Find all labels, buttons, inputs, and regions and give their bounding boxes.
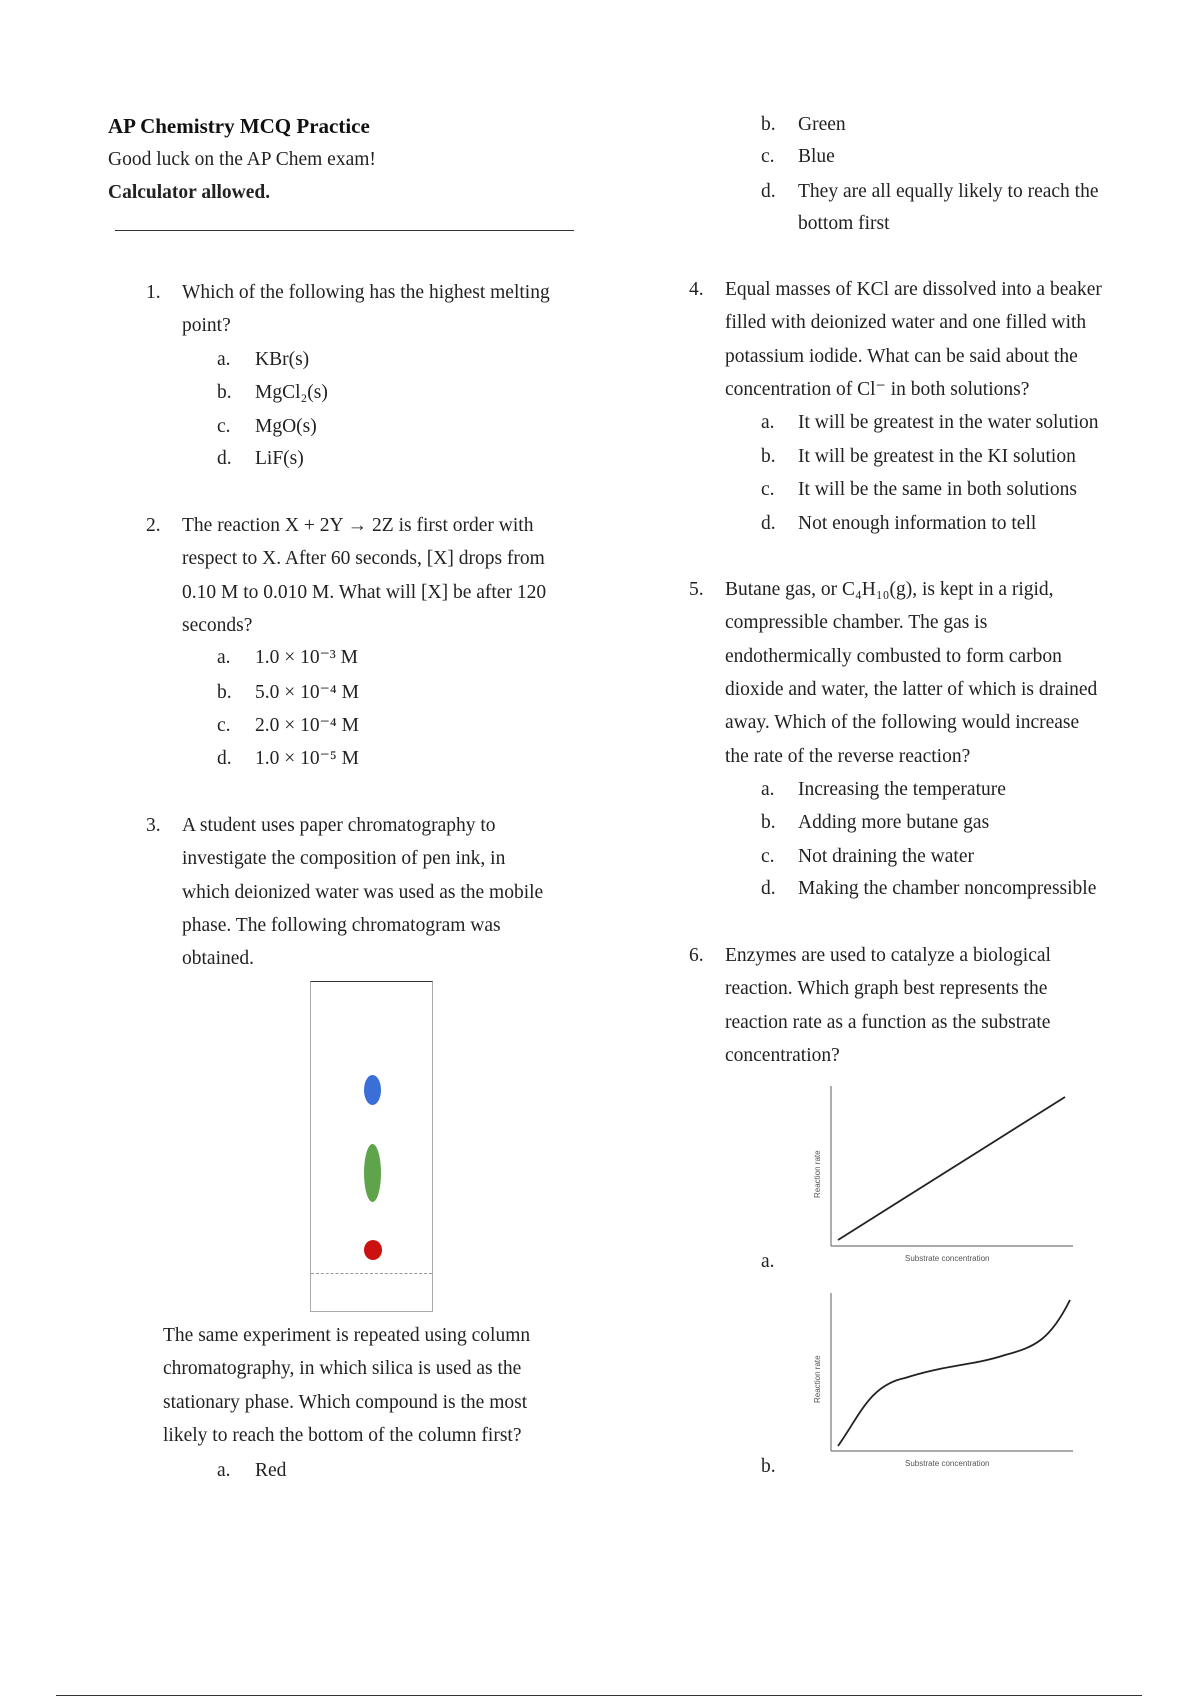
answer-option: It will be greatest in the water solution [798, 412, 1099, 433]
question-number: 4. [689, 279, 704, 300]
question-number: 3. [146, 815, 161, 836]
question-stem-line: the rate of the reverse reaction? [725, 745, 971, 767]
question-stem-line: Butane gas, or C₄H₁₀(g), is kept in a rigid, [725, 579, 1054, 600]
chromatogram-figure [310, 981, 433, 1312]
question-number: 5. [689, 579, 704, 600]
graph-a-ylabel: Reaction rate [813, 1150, 822, 1198]
page-subtitle: Good luck on the AP Chem exam! [108, 149, 376, 170]
answer-option: 5.0 × 10⁻⁴ M [255, 682, 359, 703]
option-letter: d. [761, 878, 776, 899]
question-stem-line: concentration? [725, 1044, 840, 1066]
question-stem-line: Which of the following has the highest melting [182, 282, 550, 303]
answer-option: It will be the same in both solutions [798, 479, 1077, 500]
answer-option: They are all equally likely to reach the [798, 181, 1099, 202]
question-stem-line: phase. The following chromatogram was [182, 914, 501, 936]
graph-a [805, 1080, 1080, 1270]
answer-option: Not enough information to tell [798, 513, 1037, 534]
chromatogram-spot-blue [364, 1075, 381, 1105]
option-letter: c. [217, 416, 231, 437]
option-letter: b. [217, 682, 232, 703]
answer-option: 1.0 × 10⁻⁵ M [255, 748, 359, 769]
graph-b-ylabel: Reaction rate [813, 1355, 822, 1403]
question-stem-line: compressible chamber. The gas is [725, 612, 988, 634]
option-letter: a. [761, 779, 775, 800]
option-letter: b. [761, 114, 776, 135]
answer-option: MgCl₂(s) [255, 382, 328, 403]
option-letter: b. [761, 446, 776, 467]
question-stem-line: 0.10 M to 0.010 M. What will [X] be after 120 [182, 581, 547, 603]
option-letter: d. [217, 748, 232, 769]
chromatogram-spot-red [364, 1240, 382, 1260]
question-number: 6. [689, 945, 704, 966]
option-letter: c. [761, 846, 775, 867]
question-stem-line: endothermically combusted to form carbon [725, 645, 1062, 667]
question-number: 1. [146, 282, 161, 303]
question-stem-line: filled with deionized water and one filled with [725, 312, 1087, 334]
option-letter: a. [761, 412, 775, 433]
answer-option: bottom first [798, 213, 890, 234]
question-stem-line: seconds? [182, 614, 253, 636]
option-letter: c. [761, 479, 775, 500]
question-stem-line: concentration of Cl⁻ in both solutions? [725, 378, 1030, 400]
option-letter: a. [217, 349, 231, 370]
answer-option: Increasing the temperature [798, 779, 1006, 800]
question-stem-line: The reaction X + 2Y → 2Z is first order with [182, 515, 534, 536]
option-letter: d. [217, 448, 232, 469]
question-stem-line: chromatography, in which silica is used as the [163, 1358, 522, 1380]
question-stem-line: respect to X. After 60 seconds, [X] drops from [182, 548, 545, 570]
chromatogram-baseline [311, 1273, 432, 1274]
answer-option: Adding more butane gas [798, 812, 990, 833]
graph-b-curve [838, 1300, 1070, 1446]
option-letter: d. [761, 181, 776, 202]
answer-option: 1.0 × 10⁻³ M [255, 647, 358, 668]
option-letter: a. [217, 647, 231, 668]
answer-option: MgO(s) [255, 416, 317, 437]
answer-option: Green [798, 114, 846, 135]
question-stem-line: reaction. Which graph best represents the [725, 978, 1048, 1000]
question-stem-line: dioxide and water, the latter of which is drained [725, 678, 1098, 700]
graph-b-xlabel: Substrate concentration [905, 1459, 990, 1468]
option-letter: c. [761, 146, 775, 167]
option-letter: a. [217, 1460, 231, 1481]
option-letter: c. [217, 715, 231, 736]
question-stem-line: A student uses paper chromatography to [182, 815, 496, 836]
header-divider [115, 230, 574, 231]
question-stem-line: The same experiment is repeated using column [163, 1325, 531, 1346]
answer-option: Blue [798, 146, 835, 167]
question-stem-line: point? [182, 315, 231, 337]
option-letter: b. [217, 382, 232, 403]
answer-option: Not draining the water [798, 846, 974, 867]
answer-option: Red [255, 1460, 287, 1481]
chromatogram-spot-green [364, 1144, 381, 1202]
option-letter: b. [761, 812, 776, 833]
question-stem-line: which deionized water was used as the mobile [182, 881, 544, 903]
question-stem-line: likely to reach the bottom of the column first? [163, 1424, 522, 1446]
answer-option: LiF(s) [255, 448, 304, 469]
question-stem-line: potassium iodide. What can be said about the [725, 345, 1078, 367]
question-stem-line: Enzymes are used to catalyze a biological [725, 945, 1051, 966]
answer-option: Making the chamber noncompressible [798, 878, 1097, 899]
page-title: AP Chemistry MCQ Practice [108, 114, 370, 138]
question-stem-line: Equal masses of KCl are dissolved into a beaker [725, 279, 1102, 300]
question-stem-line: away. Which of the following would increase [725, 712, 1080, 734]
graph-option-letter: b. [761, 1456, 776, 1477]
question-stem-line: investigate the composition of pen ink, in [182, 848, 506, 870]
answer-option: 2.0 × 10⁻⁴ M [255, 715, 359, 736]
answer-option: It will be greatest in the KI solution [798, 446, 1076, 467]
graph-option-letter: a. [761, 1251, 775, 1272]
graph-a-xlabel: Substrate concentration [905, 1254, 990, 1263]
option-letter: d. [761, 513, 776, 534]
answer-option: KBr(s) [255, 349, 310, 370]
footer-divider [56, 1695, 1142, 1696]
question-stem-line: stationary phase. Which compound is the most [163, 1391, 528, 1413]
calculator-note: Calculator allowed. [108, 182, 271, 203]
graph-b [805, 1285, 1080, 1475]
question-number: 2. [146, 515, 161, 536]
graph-a-curve [838, 1097, 1065, 1240]
question-stem-line: reaction rate as a function as the substrate [725, 1011, 1051, 1033]
question-stem-line: obtained. [182, 948, 255, 970]
